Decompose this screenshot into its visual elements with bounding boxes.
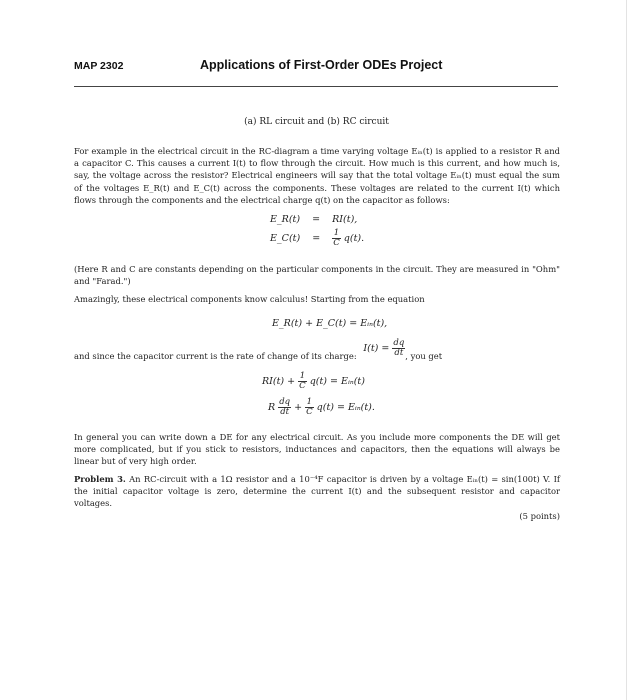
course-code: MAP 2302 bbox=[74, 60, 124, 72]
problem-label: Problem 3. bbox=[74, 474, 126, 484]
calculus-intro: Amazingly, these electrical components know calculus! Starting from the equation bbox=[74, 294, 425, 304]
capacitor-current-line bbox=[74, 338, 560, 366]
numerator: 1 bbox=[306, 397, 313, 407]
numerator: dq bbox=[393, 338, 405, 348]
denominator: C bbox=[306, 407, 313, 417]
eq-rhs: RI(t), bbox=[332, 214, 358, 225]
page-edge bbox=[626, 0, 627, 700]
eq-rel: = bbox=[312, 233, 321, 244]
numerator: 1 bbox=[333, 228, 340, 238]
current-definition bbox=[363, 338, 405, 358]
tail-text: , you get bbox=[405, 351, 443, 361]
page-header bbox=[74, 58, 558, 78]
fraction bbox=[392, 339, 405, 358]
denominator: C bbox=[333, 238, 340, 248]
sum-equation: E_R(t) + E_C(t) = Eᵢₙ(t), bbox=[272, 318, 388, 329]
resistor-voltage-equation bbox=[270, 214, 357, 225]
eq-lhs: I(t) = bbox=[363, 343, 390, 354]
plus-sign: + bbox=[294, 402, 303, 413]
eq-lhs: E_R(t) bbox=[270, 214, 301, 225]
problem-points: (5 points) bbox=[519, 510, 560, 521]
denominator: dt bbox=[280, 407, 290, 417]
project-title: Applications of First-Order ODEs Project bbox=[200, 58, 443, 72]
eq-rhs: q(t) = Eᵢₙ(t). bbox=[316, 402, 375, 413]
fraction bbox=[298, 372, 307, 391]
fraction bbox=[332, 229, 341, 248]
eq-lhs: RI(t) + bbox=[262, 376, 296, 387]
problem-text: An RC-circuit with a 1Ω resistor and a 10⁻⁴F capacitor is driven by a voltage Eᵢₙ(t) = sin(100t) V. If the initial capacitor voltage is zero, determine the current I(t) and the subsequent resistor and capacitor voltages. bbox=[74, 474, 560, 509]
fraction bbox=[278, 398, 291, 417]
header-divider bbox=[74, 86, 558, 87]
eq-rhs: q(t) = Eᵢₙ(t) bbox=[309, 376, 365, 387]
points-row bbox=[74, 510, 560, 522]
numerator: 1 bbox=[299, 371, 306, 381]
general-paragraph: In general you can write down a DE for any electrical circuit. As you include more components the DE will get more complicated, but if you stick to resistors, inductances and capacitors, then the equations will always be linear but of very high order. bbox=[74, 432, 560, 467]
units-note: (Here R and C are constants depending on the particular components in the circuit. They are measured in "Ohm" and "Farad.") bbox=[74, 264, 560, 287]
differential-equation-2 bbox=[268, 398, 375, 417]
problem-block bbox=[74, 473, 560, 522]
eq-coef: R bbox=[268, 402, 276, 413]
fraction bbox=[305, 398, 314, 417]
differential-equation-1 bbox=[262, 372, 365, 391]
intro-paragraph: For example in the electrical circuit in the RC-diagram a time varying voltage Eᵢₙ(t) is applied to a resistor R and a capacitor C. This causes a current I(t) to flow through the circuit. How much is this current, and how much is, say, the voltage across the resistor? Electrical engineers will say that the total voltage Eᵢₙ(t) must equal the sum of the voltages E_R(t) and E_C(t) across the components. These voltages are related to the current I(t) which flows through the components and the electrical charge q(t) on the capacitor as follows: bbox=[74, 146, 560, 205]
denominator: C bbox=[299, 381, 306, 391]
denominator: dt bbox=[394, 348, 404, 358]
capacitor-voltage-equation bbox=[270, 229, 364, 248]
lead-text: and since the capacitor current is the rate of change of its charge: bbox=[74, 351, 357, 361]
eq-rel: = bbox=[312, 214, 321, 225]
eq-lhs: E_C(t) bbox=[270, 233, 301, 244]
figure-caption: (a) RL circuit and (b) RC circuit bbox=[244, 117, 389, 127]
numerator: dq bbox=[279, 397, 291, 407]
eq-rhs: q(t). bbox=[343, 233, 365, 244]
